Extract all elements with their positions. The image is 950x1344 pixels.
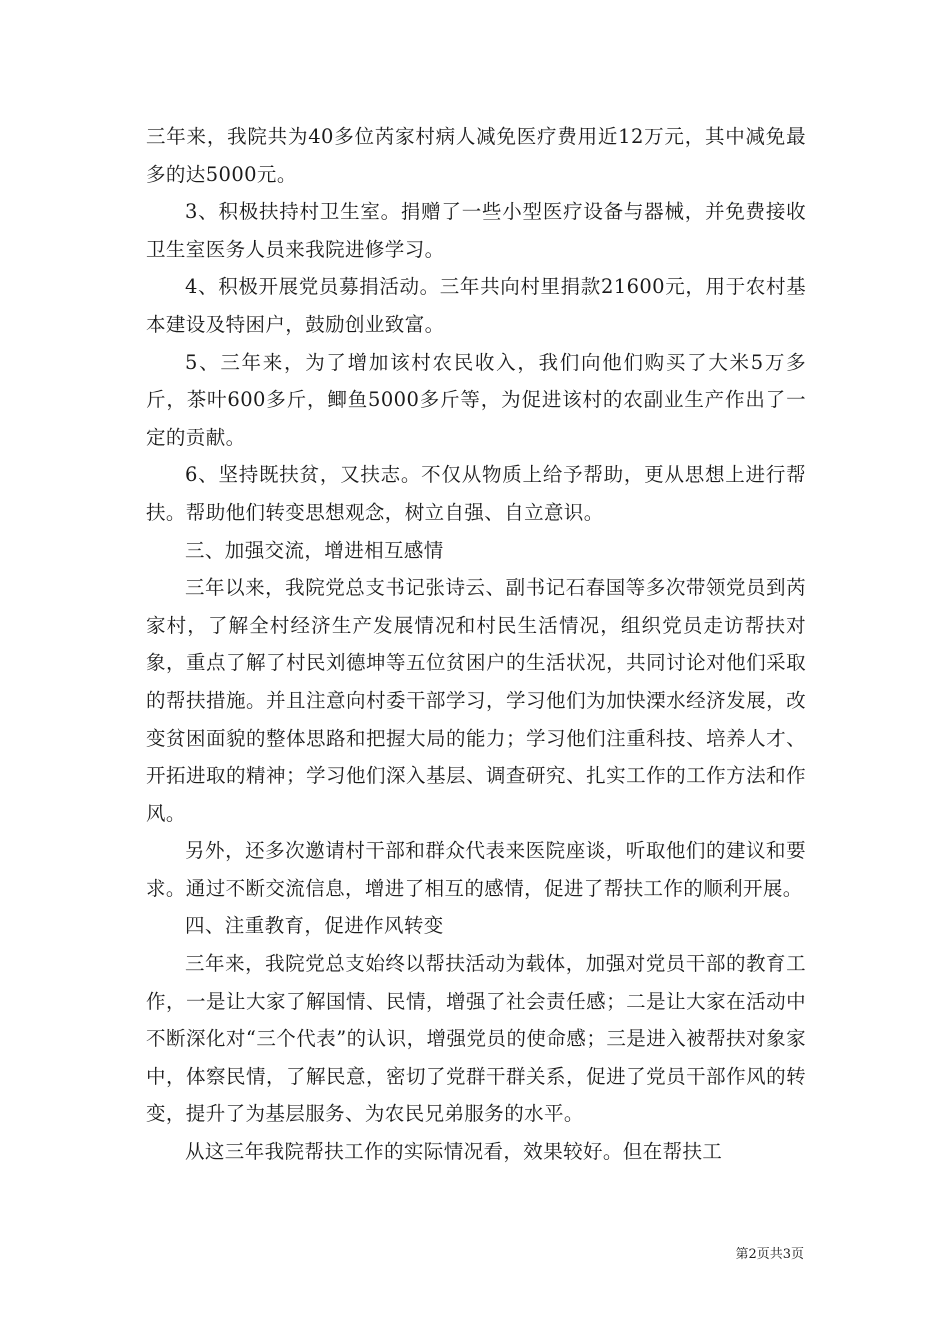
paragraph-3: 4、积极开展党员募捐活动。三年共向村里捐款21600元，用于农村基本建设及特困户，鼓励创业致富。 xyxy=(146,275,806,336)
paragraph-2: 3、积极扶持村卫生室。捐赠了一些小型医疗设备与器械，并免费接收卫生室医务人员来我院进修学习。 xyxy=(146,200,806,261)
section-heading-4: 四、注重教育，促进作风转变 xyxy=(185,914,444,938)
paragraph-9: 从这三年我院帮扶工作的实际情况看，效果较好。但在帮扶工 xyxy=(185,1140,723,1164)
page-number-footer: 第2页共3页 xyxy=(735,1247,804,1262)
paragraph-6: 三年以来，我院党总支书记张诗云、副书记石春国等多次带领党员到芮家村，了解全村经济生产发展情况和村民生活情况，组织党员走访帮扶对象，重点了解了村民刘德坤等五位贫困户的生活状况，共同讨论对他们采取的帮扶措施。并且注意向村委干部学习，学习他们为加快溧水经济发展，改变贫困面貌的整体思路和把握大局的能力；学习他们注重科技、培养人才、开拓进取的精神；学习他们深入基层、调查研究、扎实工作的工作方法和作风。 xyxy=(146,576,806,825)
section-heading-3: 三、加强交流，增进相互感情 xyxy=(185,538,444,562)
paragraph-5: 6、坚持既扶贫，又扶志。不仅从物质上给予帮助，更从思想上进行帮扶。帮助他们转变思想观念，树立自强、自立意识。 xyxy=(146,463,806,524)
paragraph-4: 5、三年来，为了增加该村农民收入，我们向他们购买了大米5万多斤，茶叶600多斤，鲫鱼5000多斤等，为促进该村的农副业生产作出了一定的贡献。 xyxy=(146,350,806,449)
document-body xyxy=(146,118,806,1171)
paragraph-8: 三年来，我院党总支始终以帮扶活动为载体，加强对党员干部的教育工作，一是让大家了解国情、民情，增强了社会责任感；二是让大家在活动中不断深化对“三个代表”的认识，增强党员的使命感；三是进入被帮扶对象家中，体察民情，了解民意，密切了党群干群关系，促进了党员干部作风的转变，提升了为基层服务、为农民兄弟服务的水平。 xyxy=(146,952,806,1126)
paragraph-7: 另外，还多次邀请村干部和群众代表来医院座谈，听取他们的建议和要求。通过不断交流信息，增进了相互的感情，促进了帮扶工作的顺利开展。 xyxy=(146,839,806,900)
paragraph-1: 三年来，我院共为40多位芮家村病人减免医疗费用近12万元，其中减免最多的达5000元。 xyxy=(146,125,806,186)
